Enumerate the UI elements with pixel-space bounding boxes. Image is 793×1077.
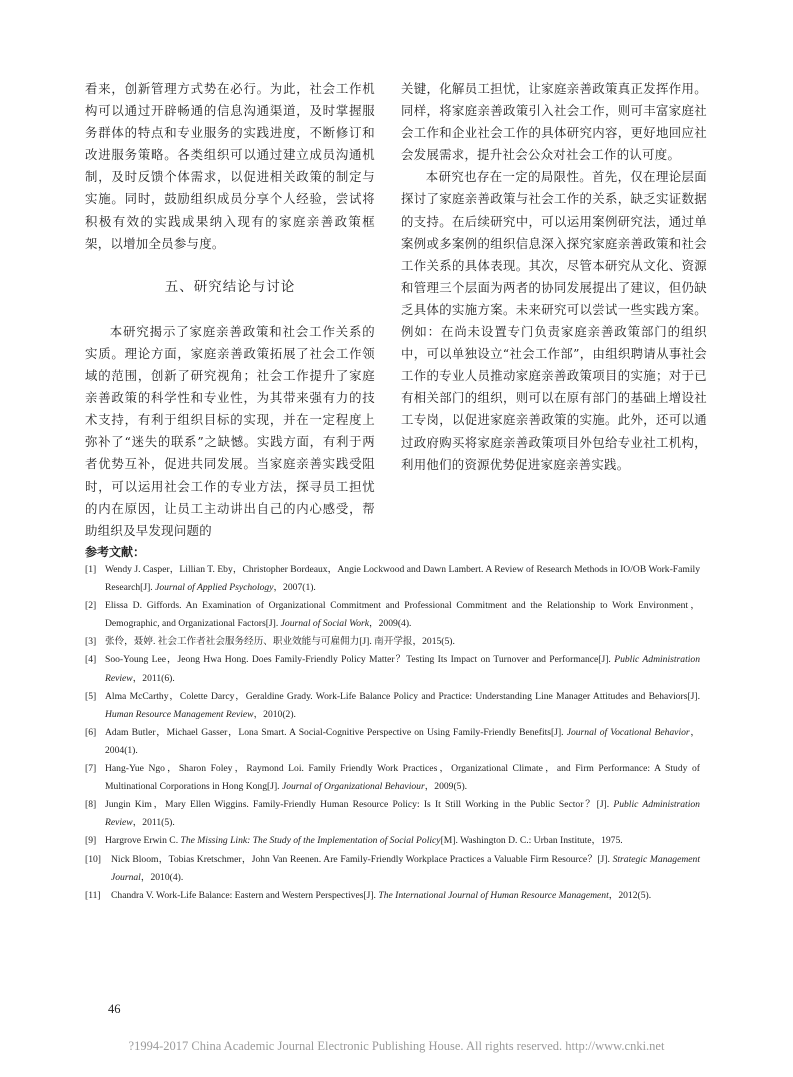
reference-tail: ，2004(1). [105, 726, 700, 756]
body-paragraph: 关键，化解员工担忧，让家庭亲善政策真正发挥作用。同样，将家庭亲善政策引入社会工作，则可丰富家庭社会工作和企业社会工作的具体研究内容，更好地回应社会发展需求，提升社会公众对社会工作的认可度。 [401, 81, 707, 163]
reference-text: 张伶，聂婷. 社会工作者社会服务经历、职业效能与可雇佣力[J]. 南开学报，2015(5). [105, 636, 455, 648]
reference-text: Chandra V. Work-Life Balance: Eastern and Western Perspectives[J]. [111, 889, 379, 901]
reference-tail: ，2009(4). [369, 618, 412, 630]
reference-text: Adam Butler，Michael Gasser，Lona Smart. A Social-Cognitive Perspective on Using Family-Friendly Benefits[J]. [105, 726, 567, 738]
reference-number: [10] [85, 853, 101, 865]
reference-journal: Human Resource Management Review [105, 708, 254, 720]
reference-item [85, 832, 700, 850]
reference-text: Soo-Young Lee，Jeong Hwa Hong. Does Family-Friendly Policy Matter？Testing Its Impact on Turnover and Performance[J]. [105, 654, 615, 666]
reference-item [85, 633, 700, 651]
reference-tail: ，2007(1). [273, 582, 316, 594]
references-title: 参考文献： [85, 545, 146, 559]
reference-item [85, 851, 700, 887]
reference-number: [6] [85, 726, 97, 738]
reference-item [85, 561, 700, 597]
reference-journal: The International Journal of Human Resource Management [378, 889, 609, 901]
reference-text: Wendy J. Casper，Lillian T. Eby，Christopher Bordeaux，Angie Lockwood and Dawn Lambert. A Review of Research Methods in IO/OB Work-Family Research[J]. [105, 564, 700, 594]
reference-journal: Public Administration Review [105, 799, 700, 829]
body-paragraph: 看来，创新管理方式势在必行。为此，社会工作机构可以通过开辟畅通的信息沟通渠道，及时掌握服务群体的特点和专业服务的实践进度，不断修订和改进服务策略。各类组织可以通过建立成员沟通机制，及时反馈个体需求，以促进相关政策的制定与实施。同时，鼓励组织成员分享个人经验，尝试将积极有效的实践成果纳入现有的家庭亲善政策框架，以增加全员参与度。 [85, 81, 375, 251]
reference-tail: ，2011(6). [132, 672, 175, 684]
reference-number: [8] [85, 799, 97, 811]
body-paragraph: 本研究也存在一定的局限性。首先，仅在理论层面探讨了家庭亲善政策与社会工作的关系，缺乏实证数据的支持。在后续研究中，可以运用案例研究法，通过单案例或多案例的组织信息深入探究家庭亲善政策和社会工作关系的具体表现。其次，尽管本研究从文化、资源和管理三个层面为两者的协同发展提出了建议，但仍缺乏具体的实施方案。未来研究可以尝试一些实践方案。例如：在尚未设置专门负责家庭亲善政策部门的组织中，可以单独设立“社会工作部”，由组织聘请从事社会工作的专业人员推动家庭亲善政策项目的实施；对于已有相关部门的组织，则可以在原有部门的基础上增设社工专岗，以促进家庭亲善政策的实施。此外，还可以通过政府购买将家庭亲善政策项目外包给专业社工机构，利用他们的资源优势促进家庭亲善实践。 [401, 169, 707, 472]
reference-number: [4] [85, 654, 97, 666]
reference-journal: Journal of Vocational Behavior [566, 726, 690, 738]
reference-tail: ，2010(4). [140, 871, 184, 883]
reference-number: [11] [85, 889, 101, 901]
page-number: 46 [108, 1002, 121, 1016]
reference-text: Jungin Kim，Mary Ellen Wiggins. Family-Friendly Human Resource Policy: Is It Still Working in the Public Sector？[J]. [105, 799, 614, 811]
reference-number: [3] [85, 636, 97, 648]
reference-number: [9] [85, 835, 97, 847]
reference-tail: ，2009(5). [424, 781, 468, 793]
reference-journal: Journal of Organizational Behaviour [281, 781, 425, 793]
reference-number: [1] [85, 564, 97, 575]
reference-text: Hang-Yue Ngo，Sharon Foley，Raymond Loi. Family Friendly Work Practices，Organizational Climate，and Firm Performance: A Study of Multinational Corporations in Hong Kong[J]. [105, 763, 700, 793]
section-heading: 五、研究结论与讨论 [164, 278, 296, 295]
reference-number: [5] [85, 690, 97, 702]
reference-journal: Strategic Management Journal [111, 853, 700, 883]
reference-text: Nick Bloom，Tobias Kretschmer，John Van Reenen. Are Family-Friendly Workplace Practices a Valuable Firm Resource？[J]. [111, 853, 613, 865]
reference-journal: The Missing Link: The Study of the Implementation of Social Policy [180, 835, 441, 847]
reference-tail: [M]. Washington D. C.: Urban Institute，1975. [440, 835, 623, 847]
reference-text: Hargrove Erwin C. [105, 835, 181, 847]
references-list [85, 561, 700, 905]
reference-item [85, 887, 700, 905]
left-column [85, 78, 375, 542]
reference-number: [7] [85, 763, 97, 775]
reference-journal: Journal of Applied Psychology [155, 582, 274, 594]
reference-tail: ，2010(2). [253, 708, 296, 720]
reference-item [85, 796, 700, 832]
reference-text: Elissa D. Giffords. An Examination of Organizational Commitment and Professional Commitment and the Relationship to Work Environment，Demographic, and Organizational Factors[J]. [105, 600, 700, 630]
reference-item [85, 724, 700, 760]
reference-item [85, 760, 700, 796]
copyright-footer: ?1994-2017 China Academic Journal Electronic Publishing House. All rights reserved. http://www.cnki.net [128, 1039, 665, 1053]
right-column [401, 78, 707, 476]
body-paragraph: 本研究揭示了家庭亲善政策和社会工作关系的实质。理论方面，家庭亲善政策拓展了社会工作领域的范围，创新了研究视角；社会工作提升了家庭亲善政策的科学性和专业性，为其带来强有力的技术支持，有利于组织目标的实现，并在一定程度上弥补了“迷失的联系”之缺憾。实践方面，有利于两者优势互补，促进共同发展。当家庭亲善实践受阻时，可以运用社会工作的专业方法，探寻员工担忧的内在原因，让员工主动讲出自己的内心感受，帮助组织及早发现问题的 [85, 323, 375, 538]
reference-tail: ，2012(5). [608, 889, 652, 901]
reference-item [85, 651, 700, 687]
reference-item [85, 688, 700, 724]
reference-number: [2] [85, 600, 97, 612]
reference-tail: ，2011(5). [132, 817, 175, 829]
reference-text: Alma McCarthy，Colette Darcy，Geraldine Grady. Work-Life Balance Policy and Practice: Understanding Line Manager Attitudes and Behaviors[J]. [105, 690, 700, 702]
reference-journal: Public Administration Review [105, 654, 701, 684]
reference-item [85, 597, 700, 633]
reference-journal: Journal of Social Work [280, 618, 370, 630]
